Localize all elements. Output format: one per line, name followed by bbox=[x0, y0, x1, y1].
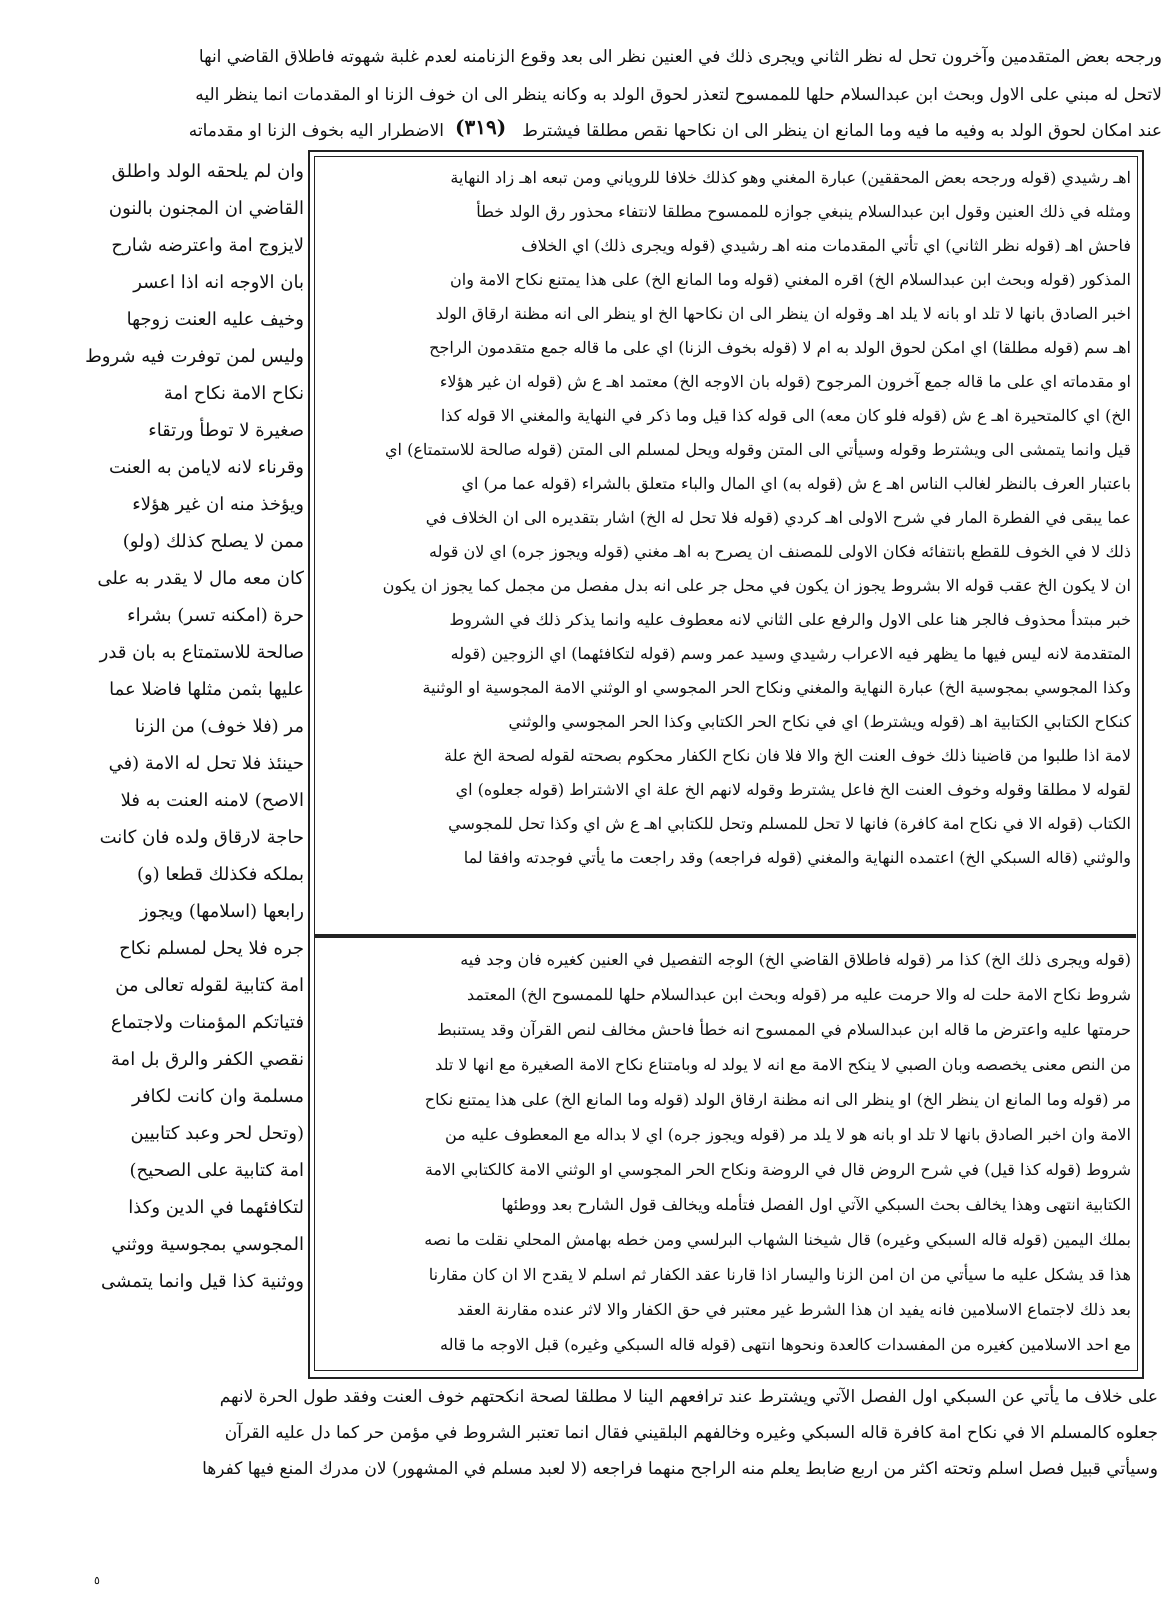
box1-line: او مقدماته اي على ما قاله جمع آخرون المرجوح (قوله بان الاوجه الخ) معتمد اهـ ع ش (قوله ان غير هؤلاء bbox=[439, 372, 1131, 391]
box2-line: شروط (قوله كذا قيل) في شرح الروض قال في الروضة ونكاح الحر المجوسي او الوثني الامة كالكتابي الامة bbox=[424, 1160, 1131, 1179]
box2-line: هذا قد يشكل عليه ما سيأتي من ان امن الزنا واليسار اذا قارنا عقد الكفار ثم اسلم لا يقدح الا ان كان مقارنا bbox=[428, 1265, 1131, 1284]
side-line: وليس لمن توفرت فيه شروط bbox=[85, 346, 304, 367]
footer-mark: ٥ bbox=[94, 1574, 100, 1587]
top-line-1: ورجحه بعض المتقدمين وآخرون تحل له نظر الثاني ويجرى ذلك في العنين نظر الى بعد وقوع الزنامنه لعدم غلبة شهوته فاطلاق القاضي انها bbox=[198, 47, 1162, 67]
side-line: امة كتابية لقوله تعالى من bbox=[115, 975, 304, 996]
side-line: ووثنية كذا قيل وانما يتمشى bbox=[101, 1271, 304, 1292]
box-divider bbox=[314, 934, 1136, 938]
box2-line: مر (قوله وما المانع ان ينظر الخ) او ينظر الى انه مظنة ارقاق الولد (قوله وما المانع الخ) على هذا يمتنع نكاح bbox=[424, 1090, 1131, 1109]
side-line: (وتحل لحر وعبد كتابيين bbox=[130, 1123, 304, 1144]
side-line: صالحة للاستمتاع به بان قدر bbox=[99, 642, 304, 663]
top-line-3-tail: الاضطرار اليه بخوف الزنا او مقدماته bbox=[188, 121, 444, 141]
box1-line: ذلك لا في الخوف للقطع بانتفائه فكان الاولى للمصنف ان يصرح به اهـ مغني (قوله ويجوز جره) اي لان قوله bbox=[429, 542, 1131, 561]
side-line: وخيف عليه العنت زوجها bbox=[126, 309, 304, 330]
box1-line: اهـ رشيدي (قوله ورجحه بعض المحققين) عبارة المغني وهو كذلك خلافا للروياني ومن تبعه اهـ زاد النهاية bbox=[450, 168, 1131, 187]
bottom-line-1: على خلاف ما يأتي عن السبكي اول الفصل الآتي ويشترط عند ترافعهم الينا لا مطلقا لصحة انكحتهم خوف العنت وفقد طول الحرة لانهم bbox=[219, 1387, 1158, 1407]
box1-line: كنكاح الكتابي الكتابية اهـ (قوله ويشترط) اي في نكاح الحر الكتابي وكذا الحر المجوسي والوثني bbox=[508, 712, 1131, 731]
box1-line: لقوله لا مطلقا وقوله وخوف العنت الخ فاعل يشترط وقوله لانهم الخ علة اي الاشتراط (قوله جعلوه) اي bbox=[455, 780, 1131, 799]
side-line: فتياتكم المؤمنات ولاجتماع bbox=[110, 1012, 304, 1033]
side-line: حرة (امكنه تسر) بشراء bbox=[127, 605, 304, 626]
box1-line: قيل وانما يتمشى الى ويشترط وقوله وسيأتي الى المتن وقوله ويحل لمسلم الى المتن (قوله صالحة للاستمتاع) اي bbox=[385, 440, 1131, 459]
top-line-2: لاتحل له مبني على الاول وبحث ابن عبدالسلام حلها للممسوح لتعذر لحوق الولد به وكانه ينظر الى ان خوف الزنا او المقدمات انما ينظر اليه bbox=[195, 85, 1162, 105]
box2-line: حرمتها عليه واعترض ما قاله ابن عبدالسلام في الممسوح انه خطأ فاحش مخالف لنص القرآن وقد يستنبط bbox=[436, 1020, 1131, 1039]
box1-line: فاحش اهـ (قوله نظر الثاني) اي تأتي المقدمات منه اهـ رشيدي (قوله ويجرى ذلك) اي الخلاف bbox=[521, 236, 1131, 255]
box1-line: ان لا يكون الخ عقب قوله الا بشروط يجوز ان يكون في محل جر على انه بدل مفصل من مجمل كما يجوز ان يكون bbox=[382, 576, 1131, 595]
side-line: مر (فلا خوف) من الزنا bbox=[134, 716, 304, 737]
box1-line: المذكور (قوله وبحث ابن عبدالسلام الخ) اقره المغني (قوله وما المانع الخ) على هذا يمتنع نكاح الامة وان bbox=[450, 270, 1131, 289]
side-line: وقرناء لانه لايامن به العنت bbox=[108, 457, 304, 478]
side-line: لتكافئهما في الدين وكذا bbox=[128, 1197, 304, 1218]
side-line: وان لم يلحقه الولد واطلق bbox=[111, 161, 304, 182]
side-line: ممن لا يصلح كذلك (ولو) bbox=[122, 531, 304, 552]
box1-line: الكتاب (قوله الا في نكاح امة كافرة) فانها لا تحل للمسلم وتحل للكتابي اهـ ع ش اي وكذا تحل للمجوسي bbox=[448, 814, 1131, 833]
box2-line: بملك اليمين (قوله قاله السبكي وغيره) قال شيخنا الشهاب البرلسي ومن خطه بهامش المحلي نقلت ما نصه bbox=[424, 1230, 1131, 1249]
bottom-line-3: وسيأتي قبيل فصل اسلم وتحته اكثر من اربع ضابط يعلم منه الراجح منهما فراجعه (لا لعبد مسلم في المشهور) لان مدرك المنع فيها كفرها bbox=[202, 1459, 1158, 1479]
side-line: نكاح الامة نكاح امة bbox=[163, 383, 304, 404]
box2-line: شروط نكاح الامة حلت له والا حرمت عليه مر (قوله وبحث ابن عبدالسلام حلها للممسوح الخ) المعتمد bbox=[467, 985, 1131, 1004]
side-line: لايزوج امة واعترضه شارح bbox=[111, 235, 304, 256]
box1-line: والوثني (قاله السبكي الخ) اعتمده النهاية والمغني (قوله فراجعه) وقد راجعت ما يأتي فوجدته وافقا لما bbox=[463, 848, 1131, 867]
side-line: عليها بثمن مثلها فاضلا عما bbox=[109, 679, 304, 700]
side-line: رابعها (اسلامها) ويجوز bbox=[139, 901, 304, 922]
side-line: بملكه فكذلك قطعا (و) bbox=[136, 864, 304, 885]
side-line: صغيرة لا توطأ ورتقاء bbox=[148, 420, 304, 441]
box1-line: وكذا المجوسي بمجوسية الخ) عبارة النهاية والمغني ونكاح الحر المجوسي او الوثني الامة المجوسية او الوثنية bbox=[422, 678, 1131, 697]
box1-line: باعتبار العرف بالنظر لغالب الناس اهـ ع ش (قوله به) اي المال والباء متعلق بالشراء (قوله عما مر) اي bbox=[461, 474, 1131, 493]
top-line-3: عند امكان لحوق الولد به وفيه ما فيه وما المانع ان ينظر الى ان نكاحها نقص مطلقا فيشترط bbox=[522, 121, 1162, 141]
side-line: الاصح) لامنه العنت به فلا bbox=[120, 790, 304, 811]
side-line: جره فلا يحل لمسلم نكاح bbox=[119, 938, 304, 959]
box2-line: (قوله ويجرى ذلك الخ) كذا مر (قوله فاطلاق القاضي الخ) الوجه التفصيل في العنين كغيره فان وجد فيه bbox=[460, 950, 1131, 969]
box1-line: خبر مبتدأ محذوف فالجر هنا على الاول والرفع على الثاني لانه معطوف عليه وانما يذكر ذلك في الشروط bbox=[449, 610, 1131, 629]
box1-line: لامة اذا طلبوا من قاضينا ذلك خوف العنت الخ والا فلا فان نكاح الكفار محكوم بصحته لقوله لصحة الخ علة bbox=[444, 746, 1131, 765]
box2-line: الكتابية انتهى وهذا يخالف بحث السبكي الآتي اول الفصل فتأمله ويخالف قول الشارح بعد ووطئها bbox=[501, 1195, 1131, 1214]
side-line: كان معه مال لا يقدر به على bbox=[97, 568, 304, 589]
side-line: ويؤخذ منه ان غير هؤلاء bbox=[132, 494, 304, 515]
side-line: بان الاوجه انه اذا اعسر bbox=[133, 272, 304, 293]
side-line: المجوسي بمجوسية ووثني bbox=[111, 1234, 304, 1255]
side-line: حينئذ فلا تحل له الامة (في bbox=[108, 753, 304, 774]
box1-line: اخبر الصادق بانها لا تلد او بانه لا يلد اهـ وقوله ان ينظر الى ان نكاحها الخ او ينظر الى انه مظنة ارقاق الولد bbox=[435, 304, 1131, 323]
side-line: حاجة لارقاق ولده فان كانت bbox=[99, 827, 304, 848]
box1-line: عما يبقى في الفطرة المار في شرح الاولى اهـ كردي (قوله فلا تحل له الخ) اشار بتقديره الى ان الخلاف في bbox=[425, 508, 1131, 527]
box1-line: اهـ سم (قوله مطلقا) اي امكن لحوق الولد به ام لا (قوله بخوف الزنا) اي على ما قاله جمع متقدمون الراجح bbox=[429, 338, 1131, 357]
side-line: نقصي الكفر والرق بل امة bbox=[110, 1049, 304, 1070]
box1-line: الخ) اي كالمتحيرة اهـ ع ش (قوله فلو كان معه) الى قوله كذا قيل وما ذكر في النهاية والمغني الا قوله كذا bbox=[440, 406, 1131, 425]
side-line: القاضي ان المجنون بالنون bbox=[108, 198, 304, 219]
box2-line: الامة وان اخبر الصادق بانها لا تلد او بانه هو لا يلد مر (قوله ويجوز جره) اي لا بداله مع المعطوف عليه من bbox=[445, 1125, 1131, 1144]
bottom-line-2: جعلوه كالمسلم الا في نكاح امة كافرة قاله السبكي وغيره وخالفهم البلقيني فقال انما تعتبر الشروط في مؤمن حر كما دل عليه القرآن bbox=[224, 1423, 1158, 1443]
side-line: مسلمة وان كانت لكافر bbox=[132, 1086, 304, 1107]
box2-line: مع احد الاسلامين كغيره من المفسدات كالعدة ونحوها انتهى (قوله قاله السبكي وغيره) قبل الاوجه ما قاله bbox=[440, 1335, 1131, 1354]
box1-line: ومثله في ذلك العنين وقول ابن عبدالسلام ينبغي جوازه للممسوح مطلقا لانتفاء محذور رق الولد خطأ bbox=[476, 202, 1131, 221]
side-line: امة كتابية على الصحيح) bbox=[129, 1160, 304, 1181]
box2-line: بعد ذلك لاجتماع الاسلامين فانه يفيد ان هذا الشرط غير معتبر في حق الكفار والا لاثر عنده مقارنة العقد bbox=[457, 1300, 1131, 1319]
box2-line: من النص معنى يخصصه وبان الصبي لا ينكح الامة مع انه لا يولد له وبامتناع نكاح الامة الصغيرة مع انها لا تلد bbox=[435, 1055, 1131, 1074]
box1-line: المتقدمة لانه ليس فيها ما يظهر فيه الاعراب رشيدي وسيد عمر وسم (قوله لتكافئهما) اي الزوجين (قوله bbox=[450, 644, 1131, 663]
page-number: (٣١٩) bbox=[455, 115, 507, 139]
